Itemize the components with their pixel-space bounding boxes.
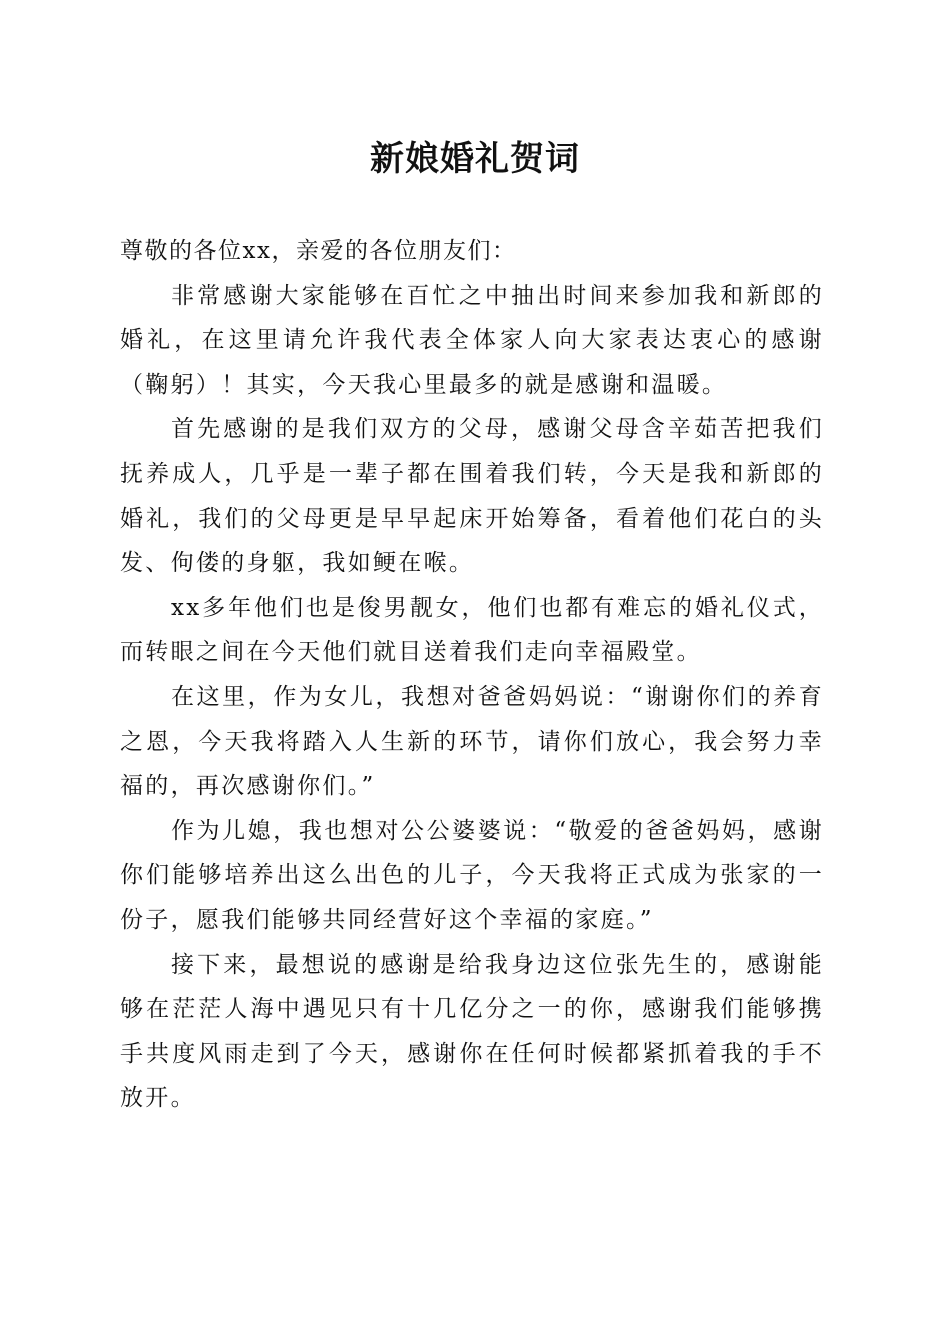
document-title: 新娘婚礼贺词 xyxy=(370,139,580,179)
paragraph: xx多年他们也是俊男靓女，他们也都有难忘的婚礼仪式，而转眼之间在今天他们就目送着我们走向幸福殿堂。 xyxy=(120,594,824,666)
paragraph: 非常感谢大家能够在百忙之中抽出时间来参加我和新郎的婚礼，在这里请允许我代表全体家人向大家表达衷心的感谢（鞠躬）！其实，今天我心里最多的就是感谢和温暖。 xyxy=(120,282,824,398)
salutation: 尊敬的各位xx，亲爱的各位朋友们： xyxy=(120,238,517,264)
paragraph: 首先感谢的是我们双方的父母，感谢父母含辛茹苦把我们抚养成人，几乎是一辈子都在围着我们转，今天是我和新郎的婚礼，我们的父母更是早早起床开始筹备，看着他们花白的头发、佝偻的身躯，我如鲠在喉。 xyxy=(120,416,824,577)
paragraph: 在这里，作为女儿，我想对爸爸妈妈说：“谢谢你们的养育之恩，今天我将踏入人生新的环节，请你们放心，我会努力幸福的，再次感谢你们。” xyxy=(120,683,824,800)
paragraph: 接下来，最想说的感谢是给我身边这位张先生的，感谢能够在茫茫人海中遇见只有十几亿分之一的你，感谢我们能够携手共度风雨走到了今天，感谢你在任何时候都紧抓着我的手不放开。 xyxy=(120,951,824,1112)
paragraph: 作为儿媳，我也想对公公婆婆说：“敬爱的爸爸妈妈，感谢你们能够培养出这么出色的儿子，今天我将正式成为张家的一份子，愿我们能够共同经营好这个幸福的家庭。” xyxy=(120,817,824,933)
document-body xyxy=(120,229,824,1121)
